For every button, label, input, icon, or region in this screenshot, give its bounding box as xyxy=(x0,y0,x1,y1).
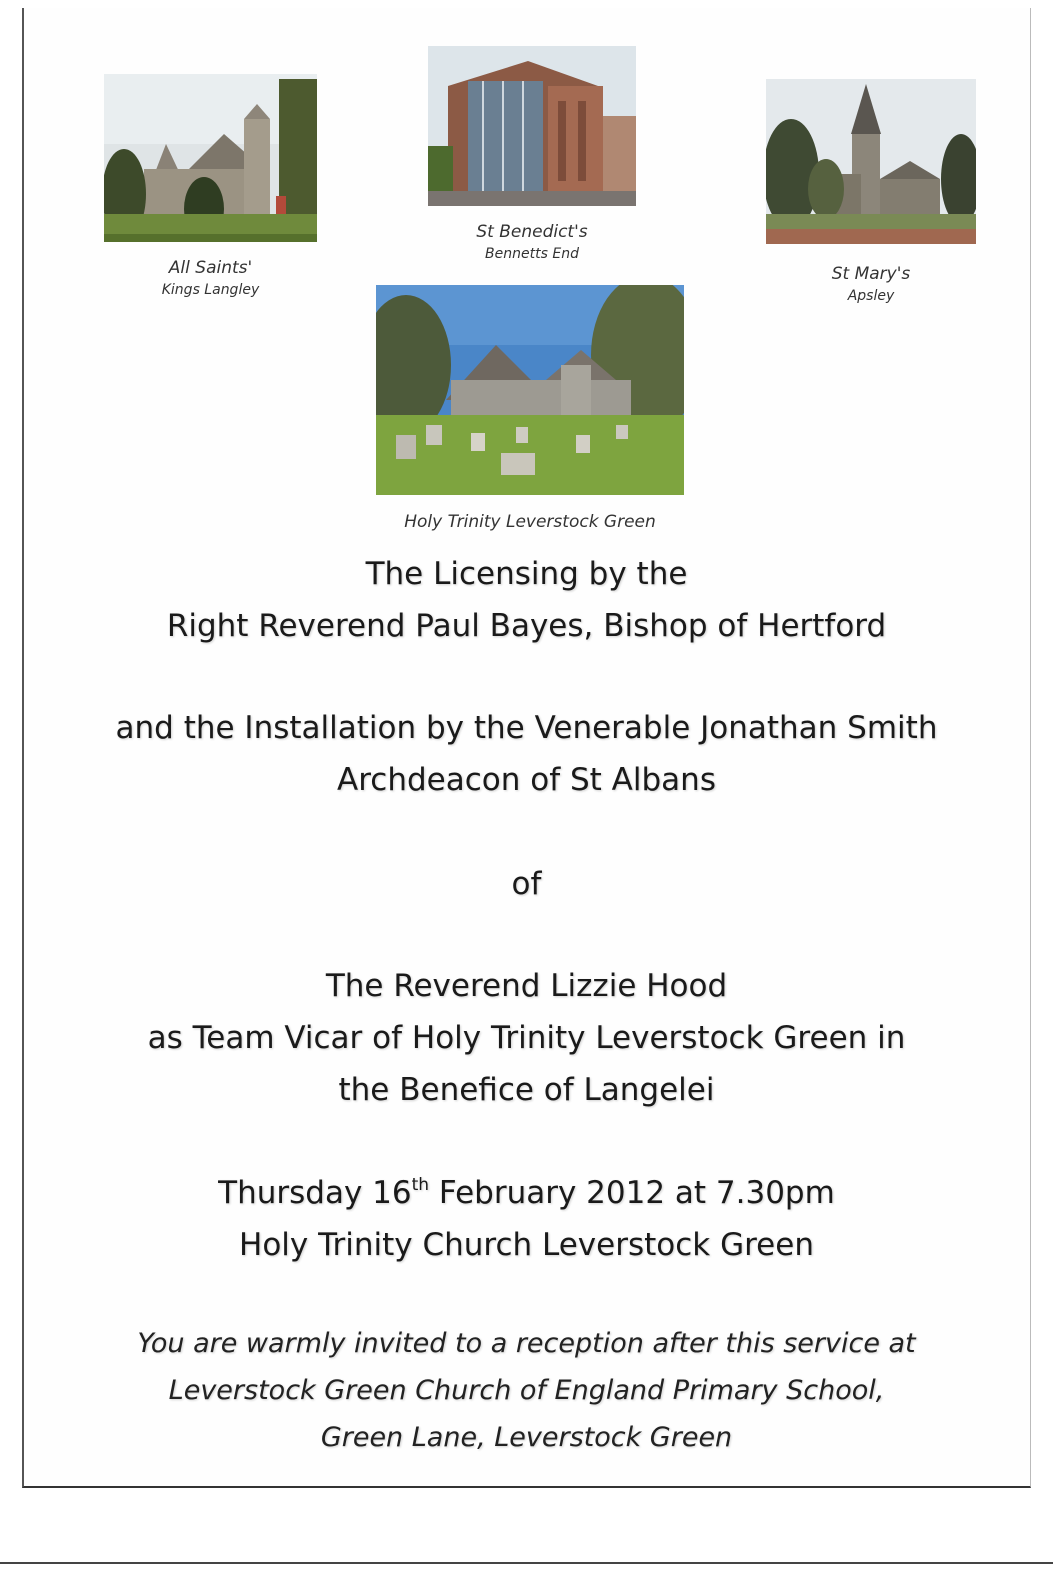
st-marys-photo xyxy=(766,79,976,244)
holy-trinity-photo xyxy=(376,285,684,495)
all-saints-photo xyxy=(104,74,317,242)
licensee-line-2: as Team Vicar of Holy Trinity Leverstock Green in xyxy=(147,1020,906,1056)
licensing-heading xyxy=(0,548,1053,652)
st-marys-caption xyxy=(766,264,976,304)
church-place: Apsley xyxy=(847,288,895,304)
church-name: All Saints' xyxy=(168,258,253,278)
heading-line-1: The Licensing by the xyxy=(365,556,688,592)
heading-line-2: Right Reverend Paul Bayes, Bishop of Hertford xyxy=(166,608,887,644)
church-place: Kings Langley xyxy=(161,282,260,298)
church-name: St Mary's xyxy=(831,264,911,284)
holy-trinity-caption xyxy=(376,512,684,532)
installation-block xyxy=(0,702,1053,806)
st-benedicts-caption xyxy=(428,222,636,262)
licensee-line-1: The Reverend Lizzie Hood xyxy=(325,968,728,1004)
reception-line-1: You are warmly invited to a reception after this service at xyxy=(137,1328,916,1359)
church-place: Bennetts End xyxy=(485,246,579,262)
reception-line-2: Leverstock Green Church of England Primary School, xyxy=(168,1375,885,1406)
licensee-line-3: the Benefice of Langelei xyxy=(338,1072,715,1108)
installation-line-2: Archdeacon of St Albans xyxy=(337,762,716,798)
reception-invitation xyxy=(0,1320,1053,1461)
bottom-rule xyxy=(0,1562,1053,1564)
event-venue: Holy Trinity Church Leverstock Green xyxy=(239,1227,814,1263)
licensee-block xyxy=(0,960,1053,1116)
all-saints-caption xyxy=(104,258,317,298)
st-benedicts-photo xyxy=(428,46,636,206)
event-block xyxy=(0,1167,1053,1271)
installation-line-1: and the Installation by the Venerable Jonathan Smith xyxy=(115,710,938,746)
church-name: St Benedict's xyxy=(476,222,588,242)
event-date: Thursday 16th February 2012 at 7.30pm xyxy=(218,1175,835,1211)
church-name: Holy Trinity Leverstock Green xyxy=(404,512,656,532)
reception-line-3: Green Lane, Leverstock Green xyxy=(320,1422,733,1453)
of-text: of xyxy=(511,866,542,902)
